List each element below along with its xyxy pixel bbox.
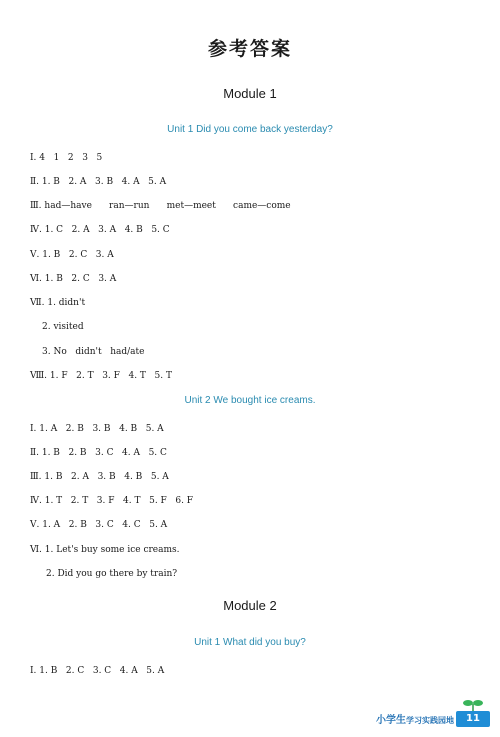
page-number-badge [456,697,490,727]
answer-line: Ⅴ. 1. A 2. B 3. C 4. C 5. A [30,520,168,530]
answer-line: Ⅱ. 1. B 2. A 3. B 4. A 5. A [30,177,167,187]
brand-name: 小学生 [376,715,406,726]
answer-line: Ⅲ. 1. B 2. A 3. B 4. B 5. A [30,472,169,482]
answer-line: Ⅱ. 1. B 2. B 3. C 4. A 5. C [30,448,167,458]
page-footer [376,697,490,727]
brand-subtitle: 学习实践园地 [406,716,454,725]
answer-line: 2. visited [42,322,84,332]
answer-line: Ⅳ. 1. C 2. A 3. A 4. B 5. C [30,225,170,235]
answer-line: Ⅳ. 1. T 2. T 3. F 4. T 5. F 6. F [30,496,194,506]
answer-line: Ⅴ. 1. B 2. C 3. A [30,250,114,260]
answer-line: Ⅲ. had—have ran—run met—meet came—come [30,201,291,211]
answer-line: 3. No didn't had/ate [42,347,145,357]
unit-1-heading: Unit 1 Did you come back yesterday? [167,124,333,135]
page-title: 参考答案 [207,38,292,60]
answer-line: Ⅰ. 1. B 2. C 3. C 4. A 5. A [30,666,165,676]
answer-line: Ⅰ. 4 1 2 3 5 [30,153,103,163]
answer-line: Ⅶ. 1. didn't [30,298,86,308]
unit-1-heading: Unit 1 What did you buy? [194,637,306,648]
answer-line: Ⅵ. 1. Let's buy some ice creams. [30,545,180,555]
answer-line: Ⅰ. 1. A 2. B 3. B 4. B 5. A [30,424,164,434]
module-1-heading: Module 1 [223,86,277,101]
answer-line: Ⅷ. 1. F 2. T 3. F 4. T 5. T [30,371,172,381]
brand-logo [376,708,454,727]
page-number: 11 [456,711,490,727]
answer-line: 2. Did you go there by train? [46,569,178,579]
module-2-heading: Module 2 [223,598,277,613]
unit-2-heading: Unit 2 We bought ice creams. [184,395,316,406]
answer-line: Ⅵ. 1. B 2. C 3. A [30,274,117,284]
